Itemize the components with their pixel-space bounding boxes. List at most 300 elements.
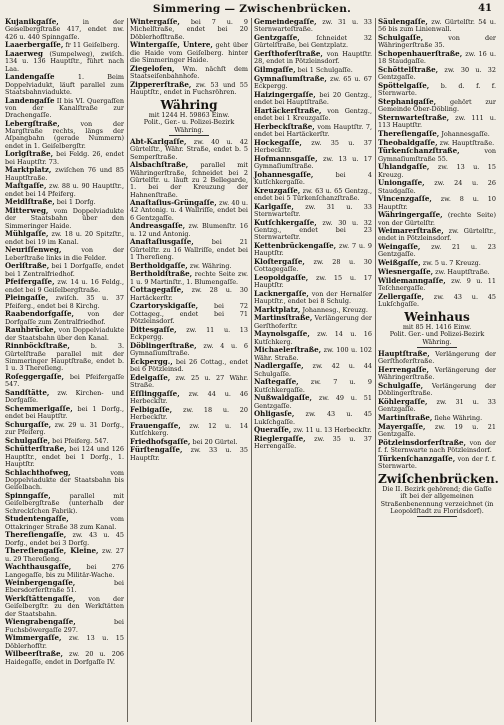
- street-description: ſiehe Währing.: [434, 413, 483, 422]
- street-description: zwiſchen 76 und 85 Hauptſtraße.: [5, 166, 124, 182]
- street-entry: [254, 187, 372, 203]
- street-entry: [254, 362, 372, 378]
- street-entry: [254, 50, 372, 66]
- street-name: Johannesgaſſe,: [254, 169, 314, 179]
- street-name: Fürſtengaſſe,: [130, 445, 183, 455]
- street-entry: [254, 34, 372, 50]
- street-name: Lebergſtraße,: [5, 118, 60, 128]
- street-entry: [130, 199, 248, 222]
- street-description: zw. 24 u. 26 Staudgaſſe.: [378, 179, 496, 195]
- street-description: zw. 44 u. 46 Herbeckſtr.: [130, 389, 248, 405]
- street-name: Uniongaſſe,: [378, 178, 425, 188]
- street-description: zw. 35 u. 37 Herbeckſtr.: [254, 138, 372, 154]
- street-description: von der Hernalſer Hauptſtr., endet bei 8 Schulg.: [254, 289, 373, 306]
- street-description: bei Pfeifergaſſe 547.: [5, 372, 125, 389]
- street-name: Wintergaſſe, Untere,: [130, 40, 213, 50]
- street-entry: [378, 350, 496, 366]
- street-entry: [5, 326, 124, 342]
- district-section-header: [378, 311, 496, 348]
- page-number: 41: [478, 3, 492, 14]
- street-description: bei 20 Gentzg., endet bei Hauptſtraße.: [254, 90, 372, 106]
- street-name: Edelgaſſe,: [130, 372, 171, 382]
- street-entry: [254, 219, 372, 242]
- street-entry: [130, 238, 248, 261]
- page-header: [0, 3, 504, 17]
- street-name: Hofmannsgaſſe,: [254, 153, 318, 163]
- street-description: zw. 43 u. 45 Lukſchgaſſe.: [254, 410, 372, 426]
- street-entry: [378, 179, 496, 195]
- street-entry: [5, 634, 124, 650]
- street-entry: [5, 595, 124, 618]
- street-entry: [254, 171, 372, 187]
- street-entry: [378, 439, 496, 455]
- street-description: bei 21 Gürtelſtr. zu 16 Wallriſſe, endet bei 1 Thereſieng.: [130, 238, 249, 262]
- street-entry: [130, 302, 248, 325]
- street-entry: [254, 410, 372, 426]
- street-description: zw. 43 u. 45 Lukſchgaſſe.: [378, 292, 496, 308]
- street-entry: [378, 98, 496, 114]
- street-description: zw. 28 u. 30 Cottagegaſſe.: [254, 257, 372, 274]
- street-entry: [5, 310, 124, 326]
- street-entry: [378, 423, 496, 439]
- street-description: von der Dorfgaſſe zum Zentralfriedhof.: [5, 310, 124, 326]
- street-name: Schopenhauerſtraße,: [378, 48, 463, 58]
- street-description: b. d. f. f. Sternwarte.: [378, 81, 497, 98]
- street-name: Schulgaſſe,: [378, 32, 424, 42]
- street-entry: [130, 358, 248, 374]
- street-description: zw. Hauptſtraße.: [439, 138, 495, 147]
- street-name: Roſeggergaſſe,: [5, 371, 65, 381]
- street-name: Uhlandgaſſe,: [378, 162, 430, 172]
- street-entry: [5, 389, 124, 405]
- street-entry: [5, 150, 124, 166]
- street-entry: [378, 50, 496, 66]
- street-name: Martinſtraße,: [378, 412, 433, 422]
- street-entry: [254, 394, 372, 410]
- street-name: Thereſiengaſſe,: [378, 128, 440, 138]
- street-entry: [254, 123, 372, 139]
- street-name: Spinngaſſe,: [5, 490, 51, 500]
- street-entry: [254, 258, 372, 274]
- street-name: Nadlergaſſe,: [254, 361, 304, 371]
- street-name: Zippererſtraße,: [130, 79, 192, 89]
- street-name: Kettenbrückengaſſe,: [254, 240, 337, 250]
- street-entry: [130, 422, 248, 438]
- district-info: mit 85 H. 1416 Einw.: [402, 323, 472, 332]
- street-description: von der Leberſtraße links in die Felder.: [5, 246, 124, 262]
- street-description: zw. 15 u. 17 Hauptſtr.: [254, 273, 372, 290]
- street-name: Hauptſtraße,: [378, 349, 430, 358]
- street-description: zw. 19 u. 21 Gentzgaſſe.: [378, 422, 497, 438]
- street-name: Währingergaſſe,: [378, 210, 443, 220]
- street-entry: [254, 274, 372, 290]
- street-name: Naſtegaſſe,: [254, 377, 299, 387]
- street-name: Wimmergaſſe,: [5, 633, 62, 643]
- street-name: Zellergaſſe,: [378, 291, 424, 301]
- street-entry: [130, 446, 248, 462]
- street-name: Karlgaſſe,: [254, 201, 294, 211]
- street-name: Pleingaſſe,: [5, 293, 49, 303]
- street-description: bei Feldg. 26, endet bei Hauptſtr. 73.: [5, 150, 124, 166]
- street-description: zw. 18 u. 20 Spitzſtr., endet bei 19 im Kanal.: [5, 230, 124, 246]
- street-description: zw. Währing.: [189, 261, 232, 270]
- street-name: Maynolsgaſſe,: [254, 329, 310, 339]
- street-description: bei 26 Cottag., endet bei 6 Pötzleinsd.: [130, 357, 248, 373]
- street-description: zw. 13 u. 15 Kreuzg.: [378, 163, 497, 179]
- street-name: Ziegelofen,: [130, 63, 175, 73]
- street-entry: [130, 390, 248, 406]
- street-description: zw. 21 u. 23 Gentzgaſſe.: [378, 243, 497, 259]
- street-description: zw. Kirchen- und Dorfgaſſe.: [5, 388, 124, 405]
- street-name: Wintergaſſe,: [130, 18, 180, 26]
- street-name: Dittesgaſſe,: [130, 324, 177, 334]
- street-name: Rinnböckſtraße,: [5, 341, 70, 351]
- street-name: Lorlgſtraße,: [5, 149, 54, 159]
- column-3: [251, 18, 375, 722]
- street-entry: [254, 75, 372, 91]
- street-name: Thereſiengaſſe,: [5, 530, 67, 540]
- street-name: Schulgaſſe,: [5, 435, 51, 445]
- street-name: Vincenzgaſſe,: [378, 194, 432, 204]
- street-name: Frauengaſſe,: [130, 420, 181, 430]
- street-description: zw. 30 u. 32 Gentzg., endet bei 23 Sternwarteſtr.: [254, 218, 373, 242]
- street-name: Ohligasſe,: [254, 409, 295, 419]
- column-2: [127, 18, 251, 722]
- street-name: Thereſiengaſſe, Kleine,: [5, 546, 99, 556]
- street-name: Stephanigaſſe,: [378, 96, 437, 106]
- street-description: von Gymnaſiumſtraße 55.: [378, 147, 496, 163]
- street-description: zw. 31 u. 33 Gentzgaſſe.: [378, 397, 496, 414]
- street-name: Lacknergaſſe,: [254, 288, 309, 298]
- street-entry: [5, 18, 124, 41]
- street-name: Türkenſchanzgaſſe,: [378, 453, 456, 463]
- street-name: Döblingerſtraße,: [130, 340, 197, 350]
- column-4: [375, 18, 499, 722]
- street-name: Schulgaſſe,: [378, 380, 424, 390]
- street-name: Laaerbergaſſe,: [5, 40, 64, 50]
- street-description: zw. 31 u. 33 Sternwarteſtraße.: [254, 18, 372, 34]
- street-entry: [378, 34, 496, 50]
- street-name: Marktplatz,: [254, 304, 301, 314]
- street-name: Werkſtättengaſſe,: [5, 594, 76, 604]
- street-description: zw. 12 u. 14 Kutſchkerg.: [130, 421, 249, 437]
- street-description: zw. 13 u. 15 Döblerhofſtr.: [5, 634, 124, 650]
- street-description: von der Margſtraße rechts, längs der Aſpangbahn (gerade Nummern) endet in 1. Geiſelbergſtr.: [5, 119, 125, 150]
- district-info: Die II. Bezirk gehörend; die Gaſſe iſt bei der allgemeinen Straßenbenennung verzeichnet (in Leopoldſtadt zu Floridsdorf).: [380, 485, 494, 516]
- street-entry: [378, 455, 496, 471]
- street-name: Herrengaſſe,: [378, 364, 430, 374]
- street-name: Kutſchkergaſſe,: [254, 217, 317, 227]
- street-entry: [5, 230, 124, 246]
- street-name: Anaſtaſius-Grüngaſſe,: [130, 198, 217, 208]
- district-section-header: [130, 99, 248, 136]
- section-rule: [169, 135, 209, 136]
- street-description: zw. 88 u. 90 Hauptſtr., endet bei 14 Pfeiferg.: [5, 182, 125, 198]
- street-name: Gerſthoferſtraße,: [254, 48, 323, 58]
- street-description: zw. 100 u. 102 Währ. Straße.: [254, 346, 372, 362]
- street-entry: [378, 195, 496, 211]
- street-description: fr 11 Geiſelberg.: [65, 41, 120, 50]
- street-entry: [378, 66, 496, 82]
- street-description: zw. Gürtelſtr. 54 u. 56 bis zum Linienwall.: [378, 18, 497, 34]
- district-heading: Zwiſchenbrücken.: [378, 472, 499, 487]
- street-entry: [378, 243, 496, 259]
- district-info: mit 1244 H. 59863 Einw.: [148, 111, 230, 120]
- street-description: von der f. f. Sternwarte nach Pötzleinsdorf.: [378, 438, 497, 454]
- street-entry: [5, 278, 124, 294]
- street-entry: [254, 242, 372, 258]
- street-name: Leopoldgaſſe,: [254, 272, 309, 282]
- street-description: Johannesg., Kreuzg.: [302, 305, 368, 314]
- street-name: Bertholdſtraße,: [130, 269, 193, 279]
- section-rule: [417, 347, 457, 348]
- street-description: vom Ottakringer Straße 38 zum Kanal.: [5, 515, 124, 531]
- street-name: Abt-Karlgaſſe,: [130, 137, 187, 147]
- street-description: zw. 63 u. 65 Gentzg., endet bei 5 Türkenſchanzſtraße.: [254, 186, 373, 202]
- street-description: zw. 16 u. 18 Staudgaſſe.: [378, 49, 496, 66]
- street-entry: [378, 163, 496, 179]
- street-name: Wilbeerſtraße,: [5, 649, 63, 659]
- street-description: zw. 40 u. 42 Antonig. u. 4 Wallriſſe, endet bei 6 Gentzgaſſe.: [130, 199, 248, 222]
- street-entry: [130, 161, 248, 198]
- street-description: zw. 7 u. 9 Hauptſtr.: [254, 241, 372, 258]
- street-name: Nußwaldgaſſe,: [254, 393, 313, 403]
- district-section-header: [378, 472, 499, 517]
- street-entry: [130, 326, 248, 342]
- street-entry: [378, 147, 496, 163]
- street-description: zw. 7 u. 9 Kutſchkergaſſe.: [254, 378, 372, 394]
- street-entry: [254, 290, 372, 306]
- street-description: zw. 18 u. 20 Herbeckſtr.: [130, 405, 249, 421]
- street-entry: [378, 382, 496, 398]
- street-name: Mitterweg,: [5, 206, 49, 216]
- street-name: Eſſlinggaſſe,: [130, 388, 180, 398]
- street-entry: [5, 492, 124, 515]
- street-entry: [5, 182, 124, 198]
- page-title: Simmering — Zwischenbrücken.: [152, 3, 352, 15]
- street-description: vom Hauptſtr. 7, endet bei Hartäckerſtr.: [254, 122, 373, 138]
- street-description: b. 3. Gürtelſtraße parallel mit der Simmeringer Hauptſtraße, endet b. 1 u. 3 Thereſieng.: [5, 342, 124, 373]
- street-name: Oerlſtraße,: [5, 261, 50, 271]
- street-entry: [254, 155, 372, 171]
- street-name: Rauhbrücke,: [5, 325, 57, 335]
- street-name: Felbigaſſe,: [130, 404, 173, 414]
- street-name: Kujanikgaſſe,: [5, 18, 59, 26]
- street-description: Wm. nächſt dem Staatseiſenbahnhofe.: [130, 64, 248, 80]
- street-description: zw. 28 u. 30 Hartäckerſtr.: [130, 286, 249, 302]
- street-name: Säulengaſſe,: [378, 18, 428, 26]
- street-name: Gymnaſiumſtraße,: [254, 73, 327, 83]
- street-description: bei 1 Dorfg.: [56, 198, 96, 207]
- street-name: Weinbergengaſſe,: [5, 578, 76, 588]
- street-name: Martinsſtraße,: [254, 313, 313, 323]
- street-description: zw. 65 u. 67 Eckpergg.: [254, 74, 372, 90]
- street-description: zw. 14 u. 16 Kutſchkerg.: [254, 330, 372, 346]
- street-name: Wiesnergaſſe,: [378, 266, 434, 276]
- street-name: Czartoryskigaſſe,: [130, 301, 199, 311]
- street-entry: [130, 18, 248, 41]
- street-entry: [254, 91, 372, 107]
- section-rule: [417, 516, 457, 517]
- street-description: (Sumpelweg), zwiſch. 134 u. 136 Hauptſtr., führt nach Laa.: [5, 49, 124, 73]
- street-description: rechte Seite zw. 1 u. 9 Martinſtr., 1. Blumengaſſe.: [130, 270, 248, 286]
- district-info: Polit. Ger.- und Polizei-Bezirk Währing.: [389, 330, 485, 346]
- street-entry: [5, 650, 124, 666]
- street-name: Raabendorfgaſſe,: [5, 309, 75, 319]
- street-name: Mühlgaſſe,: [5, 229, 49, 239]
- district-heading: Weinhaus: [404, 310, 470, 325]
- street-name: Wachthausgaſſe,: [5, 562, 72, 572]
- street-description: zw. Gürtelſtr., endet in Pötzleinsdorf.: [378, 227, 497, 243]
- street-name: Landengaſſe: [5, 95, 55, 105]
- street-entry: [254, 435, 372, 451]
- street-entry: [378, 398, 496, 414]
- street-entry: [5, 50, 124, 73]
- street-description: von der f. f. Sternwarte.: [378, 454, 496, 470]
- street-description: zw. 11 u. 13 Eckpergg.: [130, 325, 248, 341]
- street-entry: [5, 421, 124, 437]
- street-name: Bertholdgaſſe,: [130, 260, 188, 270]
- street-description: zw. 30 u. 32 Gentzgaſſe.: [378, 65, 496, 82]
- street-name: Gilmgaſſe,: [254, 64, 296, 74]
- street-entry: [5, 547, 124, 563]
- street-entry: [5, 262, 124, 278]
- street-entry: [378, 277, 496, 293]
- street-description: von Doppelviadukte der Staatsbahn über den Kanal.: [5, 326, 125, 342]
- street-description: bei Fuchsböwergaſſe 297.: [5, 618, 124, 634]
- street-entry: [254, 314, 372, 330]
- street-name: Haizingergaſſe,: [254, 89, 316, 99]
- street-name: Schlachthofweg,: [5, 467, 71, 477]
- street-entry: [5, 531, 124, 547]
- street-description: bei 1 Schulgaſſe.: [297, 65, 353, 74]
- street-entry: [130, 65, 248, 81]
- street-description: zwiſch. 35 u. 37 Pfeiferg., endet bei 8 Kirchg.: [5, 294, 124, 310]
- street-description: (rechte Seite) von der Gürtelſtr.: [378, 211, 496, 227]
- street-entry: [254, 330, 372, 346]
- street-name: Mayergaſſe,: [378, 421, 426, 431]
- street-entry: [5, 294, 124, 310]
- street-name: Alsbachſtraße,: [130, 160, 189, 170]
- street-entry: [5, 73, 124, 96]
- street-name: Rieglergaſſe,: [254, 433, 306, 443]
- street-name: Pfeifergaſſe,: [5, 277, 55, 287]
- street-description: zw. 9 u. 11 Teſchnergaſſe.: [378, 276, 496, 292]
- street-name: Neuriſſenweg,: [5, 245, 62, 255]
- street-name: Maſtgaſſe,: [5, 181, 47, 191]
- street-name: Gemeindegaſſe,: [254, 18, 317, 26]
- street-name: Weimarerſtraße,: [378, 226, 444, 236]
- street-description: zw. 111 u. 113 Hauptſtr.: [378, 113, 496, 130]
- street-description: II bis VI. Quergaſſen von der Kanalſtraße zur Drachengaſſe.: [5, 96, 125, 120]
- street-entry: [254, 346, 372, 362]
- street-name: Kreuzgaſſe,: [254, 185, 301, 195]
- street-description: zw. 31 u. 33 Sternwarteſtr.: [254, 202, 373, 218]
- street-name: Laaerweg: [5, 48, 44, 58]
- street-description: bei 20 Gürtel.: [192, 437, 238, 446]
- street-description: Johannesgaſſe.: [441, 129, 490, 138]
- street-name: Herbeckſtraße,: [254, 121, 315, 131]
- street-description: gehört zur Gemeinde Ober-Döbling.: [378, 97, 497, 114]
- street-entry: [5, 246, 124, 262]
- street-description: zw. 33 u. 35 Hauptſtr.: [130, 446, 248, 462]
- street-description: Verlängerung der Gerſthoferſtr.: [254, 314, 373, 330]
- street-name: Friedhofsgaſſe,: [130, 436, 191, 446]
- street-name: Anaſtaſiusgaſſe,: [130, 237, 194, 247]
- street-description: bei 1 Dorfgaſſe, endet bei 1 Zentralfriedhof.: [5, 262, 124, 278]
- street-name: Hartäckerſtraße,: [254, 105, 322, 115]
- street-entry: [130, 41, 248, 64]
- street-name: Türkenſchanzſtraße,: [378, 146, 460, 156]
- street-entry: [130, 406, 248, 422]
- street-name: Queraſſe,: [254, 425, 292, 435]
- street-entry: [130, 222, 248, 238]
- street-entry: [5, 515, 124, 531]
- street-description: zw. 29 u. 31 Dorfg., zur Pfeiferg.: [5, 420, 125, 437]
- street-description: von Hauptſtr. 28, endet in Pötzleinsdorf.: [254, 49, 372, 66]
- street-entry: [254, 378, 372, 394]
- street-entry: [130, 374, 248, 390]
- street-description: in der Geiselbergſtraße 417, endet nw. 426 u. 440 Spinngaſſe.: [5, 18, 124, 41]
- street-description: zw. 5 u. 7 Kreuzg.: [422, 259, 481, 268]
- street-description: von Gentzg., endet bei 1 Kreuzgaſſe.: [254, 106, 373, 122]
- street-name: Hockegaſſe,: [254, 137, 302, 147]
- street-entry: [378, 227, 496, 243]
- street-entry: [254, 107, 372, 123]
- street-description: zw. 25 u. 27 Währ. Straße.: [130, 373, 248, 389]
- street-entry: [130, 286, 248, 302]
- street-name: Weingaſſe,: [378, 242, 421, 252]
- street-name: Studentengaſſe,: [5, 514, 69, 524]
- street-entry: [5, 207, 124, 230]
- street-entry: [254, 18, 372, 34]
- street-name: Eckpergg.,: [130, 356, 173, 366]
- street-name: Schurgaſſe,: [5, 419, 52, 429]
- street-description: parallel mit Währingerſtraße, ſchneidet bei 2 Gürtelſtr. u. läuft zu 2 Bellegarde, 1. bei der Kreuzung der Hahnenſtraße.: [130, 161, 248, 199]
- street-name: Meidlſtraße,: [5, 197, 55, 207]
- street-name: Weißgaſſe,: [378, 258, 421, 268]
- street-description: zw. 42 u. 44 Schulgaſſe.: [254, 362, 372, 378]
- street-entry: [378, 114, 496, 130]
- street-name: Sternwarteſtraße,: [378, 112, 450, 122]
- street-name: Gentzgaſſe,: [254, 32, 300, 42]
- street-entry: [5, 373, 124, 389]
- street-description: bei 124 und 126 Hauptſtr., endet bei 1 Dorfg., 1. Hauptſtr.: [5, 445, 124, 468]
- street-description: bei 4 Kutſchkergaſſe.: [254, 170, 372, 186]
- street-name: Michaelerſtraße,: [254, 345, 322, 355]
- street-description: zw. 40 u. 42 Gürtelſtr., Währ. Straße, endet b. 5 Semperſtraße.: [130, 138, 249, 161]
- street-entry: [378, 18, 496, 34]
- street-name: Marktplatz,: [5, 165, 52, 175]
- street-entry: [5, 97, 124, 120]
- street-name: Schütterſtraße,: [5, 444, 67, 454]
- street-entry: [5, 120, 124, 150]
- directory-columns: [3, 18, 499, 722]
- street-description: bei 7 u. 9 Michelſtraße, endet bei 20 Döblerhofſtraße.: [130, 18, 248, 41]
- street-entry: [5, 445, 124, 468]
- street-description: vom Doppelviadukte der Staatsbahn bis Geiſelbach.: [5, 468, 124, 492]
- street-description: bei 276 Langegaſſe, bis zu Militär-Wache.: [5, 563, 124, 579]
- street-entry: [130, 81, 248, 97]
- street-name: Köhlergaſſe,: [378, 396, 428, 406]
- street-name: Theobaldgaſſe,: [378, 137, 438, 147]
- street-name: Wiengrabengaſſe,: [5, 617, 76, 627]
- street-entry: [5, 342, 124, 372]
- street-entry: [5, 563, 124, 579]
- street-description: von der Währingerſtraße 35.: [378, 33, 496, 50]
- street-name: Andreasgaſſe,: [130, 221, 186, 231]
- street-description: bei Pfeiferg. 547.: [52, 436, 109, 445]
